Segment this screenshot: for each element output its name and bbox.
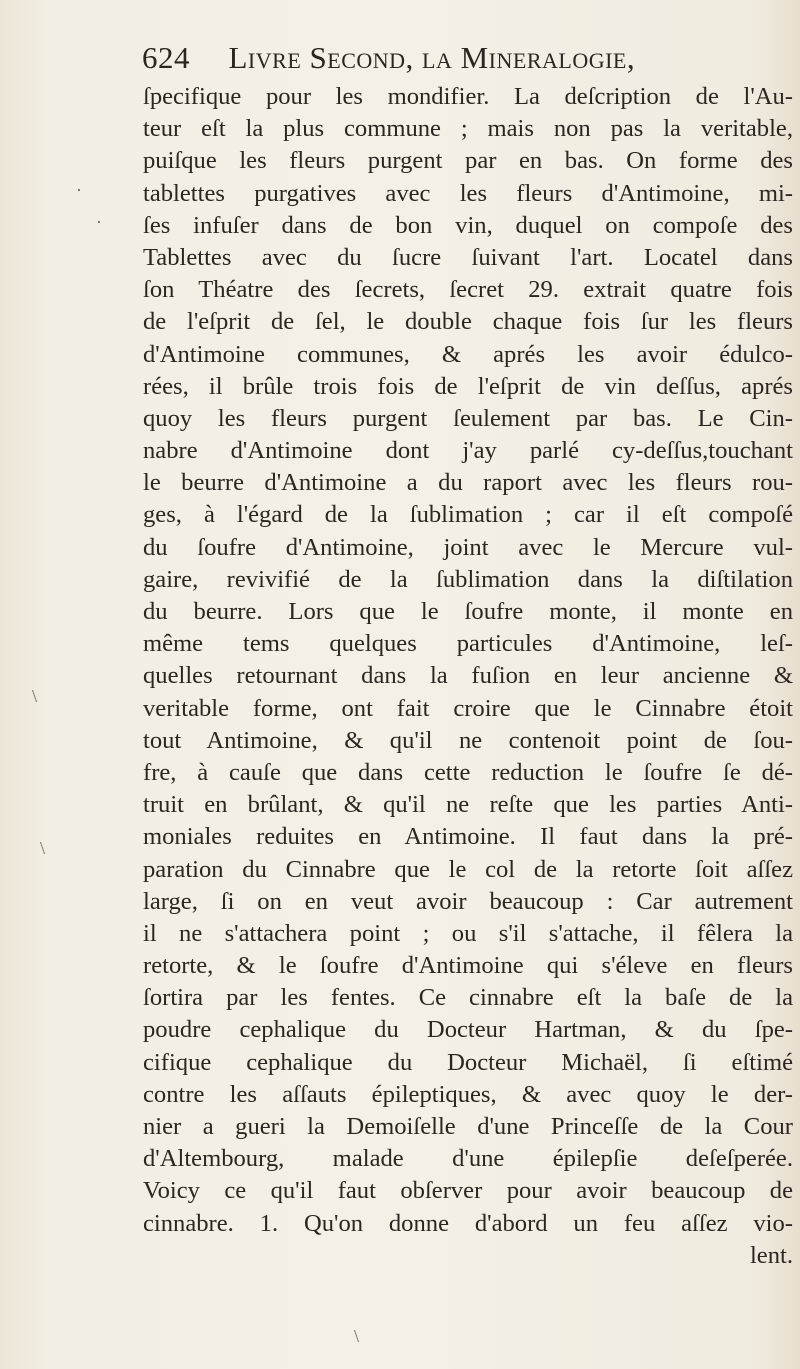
text-line: même tems quelques particules d'Antimoine, leſ- (143, 630, 793, 658)
text-line: ſpecifique pour les mondifier. La deſcription de l'Au- (143, 83, 793, 110)
text-line: tablettes purgatives avec les fleurs d'Antimoine, mi- (143, 179, 793, 207)
text-line: d'Altembourg, malade d'une épilepſie deſeſperée. (143, 1145, 793, 1173)
text-line: Tablettes avec du ſucre ſuivant l'art. Locatel dans (143, 243, 793, 271)
text-line: de l'eſprit de ſel, le double chaque fois ſur les fleurs (143, 308, 793, 336)
text-line: paration du Cinnabre que le col de la retorte ſoit aſſez (143, 855, 793, 883)
margin-stroke: \ (354, 1326, 360, 1346)
text-line: poudre cephalique du Docteur Hartman, & du ſpe- (143, 1016, 793, 1044)
text-line: quoy les fleurs purgent ſeulement par bas. Le Cin- (143, 404, 793, 432)
text-line: puiſque les fleurs purgent par en bas. On forme des (143, 147, 793, 175)
running-header (142, 40, 782, 76)
text-line: du ſoufre d'Antimoine, joint avec le Mercure vul- (143, 533, 793, 561)
text-line: fre, à cauſe que dans cette reduction le ſoufre ſe dé- (143, 758, 793, 786)
text-line: retorte, & le ſoufre d'Antimoine qui s'éleve en fleurs (143, 952, 793, 980)
text-line: ſes infuſer dans de bon vin, duquel on compoſe des (143, 211, 793, 239)
text-line: rées, il brûle trois fois de l'eſprit de vin deſſus, aprés (143, 372, 793, 400)
margin-stroke: \ (32, 686, 38, 706)
text-line: moniales reduites en Antimoine. Il faut dans la pré- (143, 823, 793, 851)
text-line: nier a gueri la Demoiſelle d'une Princeſſe de la Cour (143, 1113, 793, 1140)
text-line: il ne s'attachera point ; ou s'il s'attache, il fêlera la (143, 919, 793, 947)
text-line: ges, à l'égard de la ſublimation ; car il eſt compoſé (143, 501, 793, 529)
text-line: nabre d'Antimoine dont j'ay parlé cy-deſſus,touchant (143, 437, 793, 465)
text-line: tout Antimoine, & qu'il ne contenoit point de ſou- (143, 726, 793, 754)
text-line: le beurre d'Antimoine a du raport avec les fleurs rou- (143, 469, 793, 497)
text-line: cinnabre. 1. Qu'on donne d'abord un feu aſſez vio- (143, 1209, 793, 1237)
text-line: ſortira par les fentes. Ce cinnabre eſt la baſe de la (143, 984, 793, 1012)
text-line: large, ſi on en veut avoir beaucoup : Car autrement (143, 887, 793, 915)
text-line: quelles retournant dans la fuſion en leur ancienne & (143, 662, 793, 690)
text-line: teur eſt la plus commune ; mais non pas la veritable, (143, 115, 793, 143)
running-title: Livre Second, la Mineralogie, (228, 40, 636, 75)
text-line: ſon Théatre des ſecrets, ſecret 29. extrait quatre fois (143, 276, 793, 304)
text-line: truit en brûlant, & qu'il ne reſte que les parties Anti- (143, 791, 793, 819)
page-number: 624 (142, 40, 190, 75)
text-line: d'Antimoine communes, & aprés les avoir édulco- (143, 340, 793, 368)
text-line: veritable forme, ont fait croire que le Cinnabre étoit (143, 694, 793, 722)
text-line: cifique cephalique du Docteur Michaël, ſi eſtimé (143, 1048, 793, 1076)
margin-dot: · (76, 180, 82, 200)
text-line: gaire, revivifié de la ſublimation dans la diſtilation (143, 565, 793, 593)
margin-dot: · (96, 212, 102, 232)
body-text (143, 81, 793, 1272)
text-line-final: lent. (749, 1241, 793, 1269)
text-line: contre les aſſauts épileptiques, & avec quoy le der- (143, 1080, 793, 1108)
text-line: Voicy ce qu'il faut obſerver pour avoir beaucoup de (143, 1177, 793, 1205)
margin-stroke: \ (40, 838, 46, 858)
text-line: du beurre. Lors que le ſoufre monte, il monte en (143, 598, 793, 625)
